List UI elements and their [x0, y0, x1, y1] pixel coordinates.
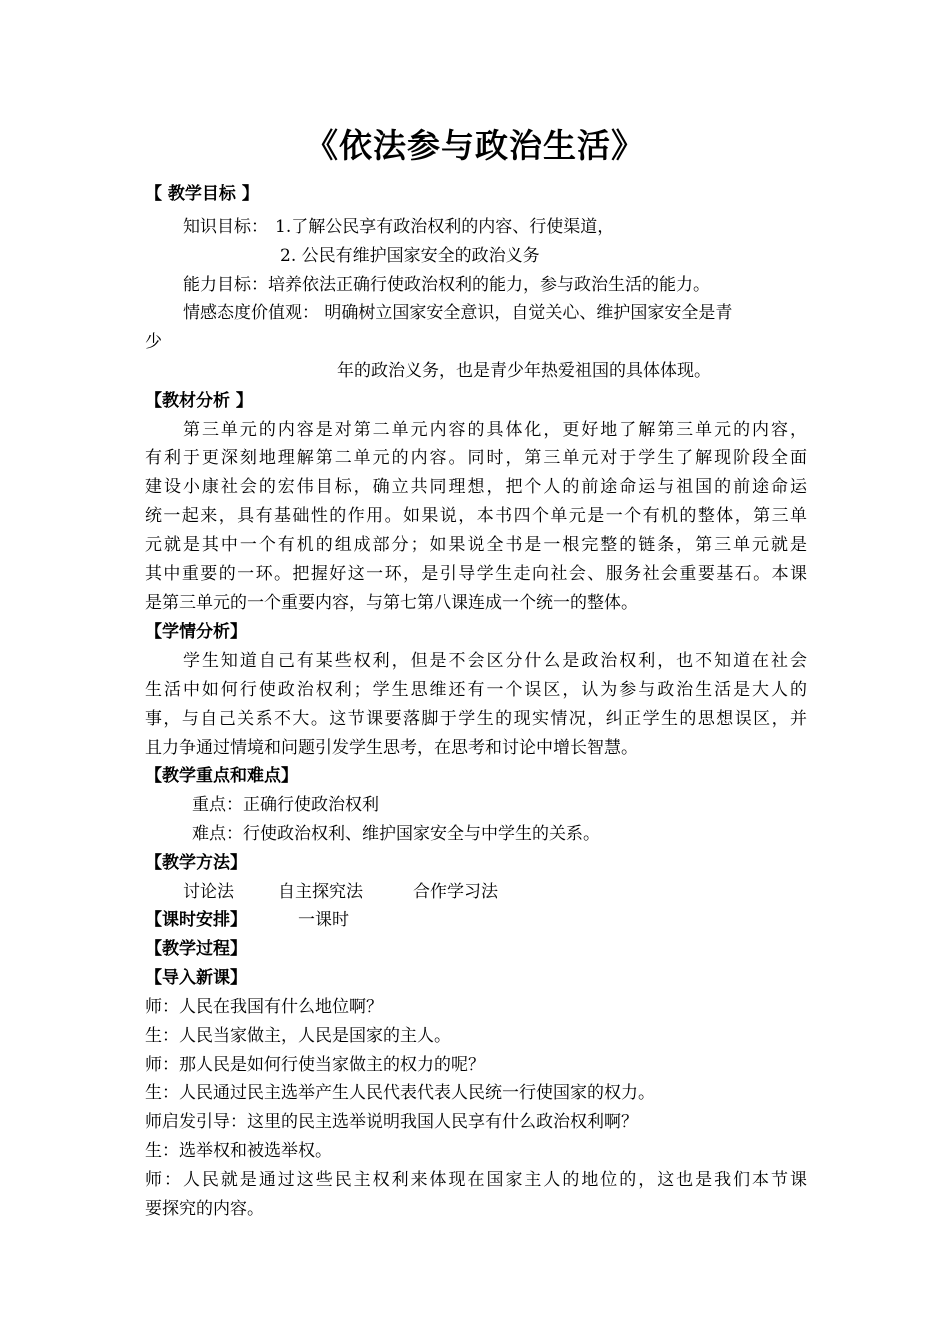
emotion-objective-line-1: 情感态度价值观： 明确树立国家安全意识，自觉关心、维护国家安全是青 — [183, 303, 733, 323]
heading-schedule: 【课时安排】 — [145, 910, 247, 930]
dialog-line: 师启发引导：这里的民主选举说明我国人民享有什么政治权利啊？ — [145, 1112, 638, 1132]
emotion-objective-line-2: 少 — [145, 332, 162, 352]
dialog-line: 要探究的内容。 — [145, 1199, 264, 1219]
heading-students: 【学情分析】 — [145, 622, 247, 642]
students-line: 学生知道自己有某些权利，但是不会区分什么是政治权利，也不知道在社会 — [183, 651, 807, 671]
knowledge-item-1: 1.了解公民享有政治权利的内容、行使渠道， — [275, 217, 615, 237]
method-item: 合作学习法 — [413, 882, 498, 902]
schedule-value: 一课时 — [298, 910, 349, 930]
heading-objectives: 【 教学目标 】 — [145, 184, 259, 204]
material-line: 其中重要的一环。把握好这一环，是引导学生走向社会、服务社会重要基石。本课 — [145, 564, 807, 584]
students-line: 且力争通过情境和问题引发学生思考，在思考和讨论中增长智慧。 — [145, 738, 638, 758]
dialog-line: 师：那人民是如何行使当家做主的权力的呢？ — [145, 1055, 485, 1075]
dialog-line: 生：人民通过民主选举产生人民代表代表人民统一行使国家的权力。 — [145, 1083, 655, 1103]
knowledge-label: 知识目标： — [183, 217, 268, 237]
teaching-focus: 重点：正确行使政治权利 — [192, 795, 379, 815]
material-line: 建设小康社会的宏伟目标，确立共同理想，把个人的前途命运与祖国的前途命运 — [145, 477, 807, 497]
dialog-line: 生：人民当家做主，人民是国家的主人。 — [145, 1026, 451, 1046]
material-line: 有利于更深刻地理解第二单元的内容。同时，第三单元对于学生了解现阶段全面 — [145, 448, 807, 468]
material-line: 第三单元的内容是对第二单元内容的具体化，更好地了解第三单元的内容， — [183, 420, 807, 440]
heading-intro: 【导入新课】 — [145, 968, 247, 988]
dialog-line: 生：选举权和被选举权。 — [145, 1141, 332, 1161]
dialog-line: 师：人民就是通过这些民主权利来体现在国家主人的地位的，这也是我们本节课 — [145, 1170, 807, 1190]
material-line: 统一起来，具有基础性的作用。如果说，本书四个单元是一个有机的整体，第三单 — [145, 506, 807, 526]
heading-material: 【教材分析 】 — [145, 391, 253, 411]
students-line: 生活中如何行使政治权利；学生思维还有一个误区，认为参与政治生活是大人的 — [145, 680, 807, 700]
dialog-line: 师：人民在我国有什么地位啊？ — [145, 997, 383, 1017]
heading-keypoints: 【教学重点和难点】 — [145, 766, 298, 786]
teaching-difficulty: 难点：行使政治权利、维护国家安全与中学生的关系。 — [192, 824, 600, 844]
students-line: 事，与自己关系不大。这节课要落脚于学生的现实情况，纠正学生的思想误区，并 — [145, 709, 807, 729]
method-item: 讨论法 — [183, 882, 234, 902]
heading-process: 【教学过程】 — [145, 939, 247, 959]
document-title: 《依法参与政治生活》 — [305, 126, 645, 165]
material-line: 是第三单元的一个重要内容，与第七第八课连成一个统一的整体。 — [145, 593, 638, 613]
material-line: 元就是其中一个有机的组成部分；如果说全书是一根完整的链条，第三单元就是 — [145, 535, 807, 555]
ability-objective: 能力目标：培养依法正确行使政治权利的能力，参与政治生活的能力。 — [183, 275, 710, 295]
emotion-objective-line-3: 年的政治义务，也是青少年热爱祖国的具体体现。 — [337, 361, 711, 381]
knowledge-item-2: 2. 公民有维护国家安全的政治义务 — [280, 246, 540, 266]
method-item: 自主探究法 — [278, 882, 363, 902]
heading-methods: 【教学方法】 — [145, 853, 247, 873]
